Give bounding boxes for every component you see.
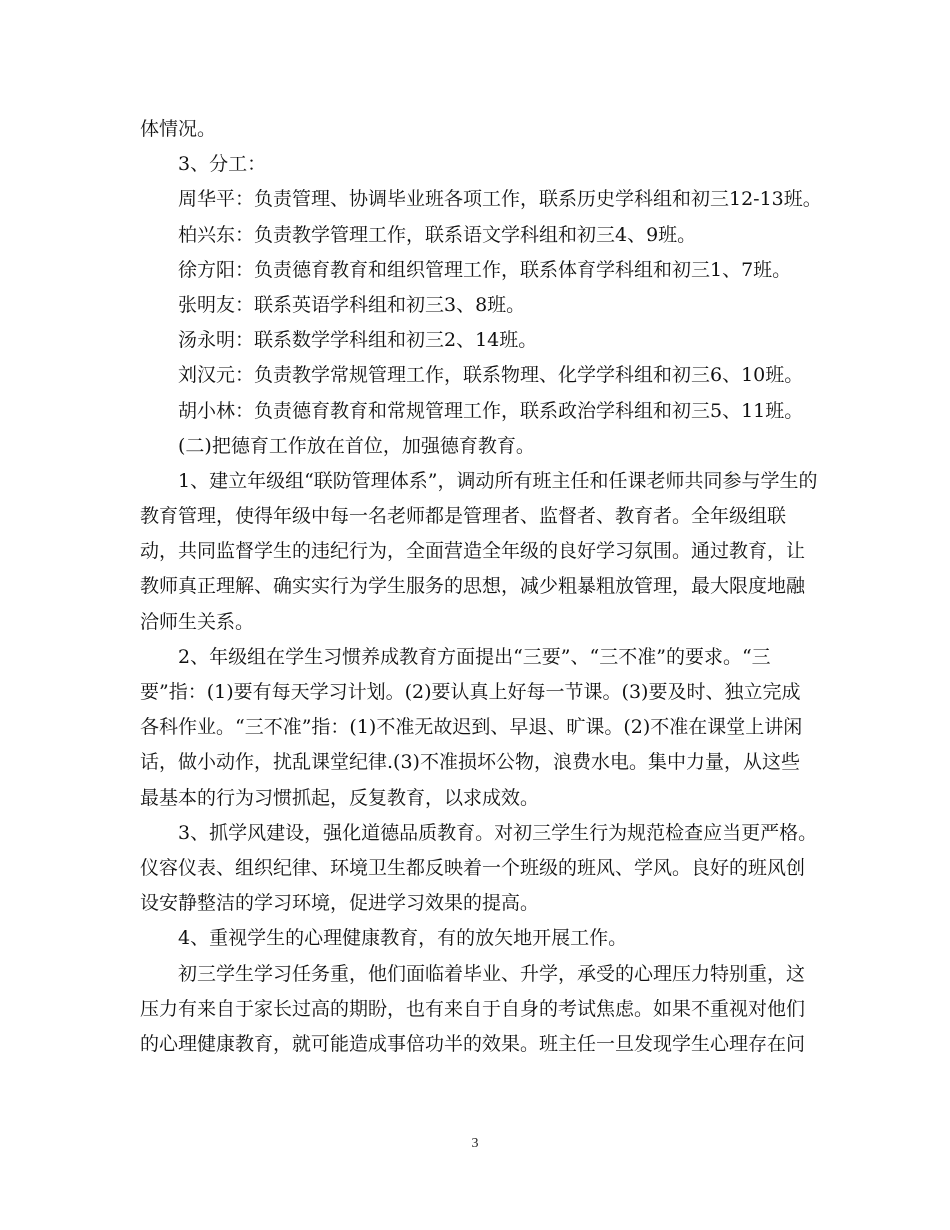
paragraph-line: 压力有来自于家长过高的期盼，也有来自于自身的考试焦虑。如果不重视对他们 [140, 997, 806, 1020]
paragraph-line: 各科作业。“三不准”指：(1)不准无故迟到、早退、旷课。(2)不准在课堂上讲闲 [140, 716, 803, 739]
paragraph-line: 设安静整洁的学习环境，促进学习效果的提高。 [140, 892, 540, 915]
paragraph-line: 2、年级组在学生习惯养成教育方面提出“三要”、“三不准”的要求。“三 [178, 645, 771, 668]
assignment-line: 汤永明：联系数学学科组和初三2、14班。 [178, 329, 538, 352]
assignment-line: 张明友：联系英语学科组和初三3、8班。 [178, 293, 526, 316]
paragraph-line: 洽师生关系。 [140, 610, 255, 633]
paragraph-line: 1、建立年级组“联防管理体系”，调动所有班主任和任课老师共同参与学生的 [178, 469, 818, 492]
paragraph-line: 最基本的行为习惯抓起，反复教育，以求成效。 [140, 786, 540, 809]
section-heading: (二)把德育工作放在首位，加强德育教育。 [178, 434, 535, 457]
assignment-line: 周华平：负责管理、协调毕业班各项工作，联系历史学科组和初三12-13班。 [178, 188, 822, 211]
paragraph-line: 的心理健康教育，就可能造成事倍功半的效果。班主任一旦发现学生心理存在问 [140, 1032, 806, 1055]
assignment-line: 刘汉元：负责教学常规管理工作，联系物理、化学学科组和初三6、10班。 [178, 364, 804, 387]
paragraph-line: 初三学生学习任务重，他们面临着毕业、升学，承受的心理压力特别重，这 [178, 962, 806, 985]
paragraph-line: 教师真正理解、确实实行为学生服务的思想，减少粗暴粗放管理，最大限度地融 [140, 575, 806, 598]
page-body [140, 112, 822, 1062]
paragraph-line: 要”指：(1)要有每天学习计划。(2)要认真上好每一节课。(3)要及时、独立完成 [140, 681, 801, 703]
assignment-line: 柏兴东：负责教学管理工作，联系语文学科组和初三4、9班。 [178, 223, 697, 246]
assignment-line: 徐方阳：负责德育教育和组织管理工作，联系体育学科组和初三1、7班。 [178, 258, 792, 281]
paragraph-line: 教育管理，使得年级中每一名老师都是管理者、监督者、教育者。全年级组联 [140, 505, 787, 528]
paragraph-line: 仪容仪表、组织纪律、环境卫生都反映着一个班级的班风、学风。良好的班风创 [140, 856, 806, 879]
page-number: 3 [471, 1136, 479, 1151]
text-line: 体情况。 [140, 118, 217, 140]
paragraph-line: 3、抓学风建设，强化道德品质教育。对初三学生行为规范检查应当更严格。 [178, 821, 818, 844]
paragraph-line: 4、重视学生的心理健康教育，有的放矢地开展工作。 [178, 927, 628, 950]
section-heading: 3、分工： [178, 153, 267, 176]
paragraph-line: 动，共同监督学生的违纪行为，全面营造全年级的良好学习氛围。通过教育，让 [140, 540, 806, 563]
paragraph-line: 话，做小动作，扰乱课堂纪律.(3)不准损坏公物，浪费水电。集中力量，从这些 [140, 751, 800, 774]
assignment-line: 胡小林：负责德育教育和常规管理工作，联系政治学科组和初三5、11班。 [178, 399, 804, 422]
